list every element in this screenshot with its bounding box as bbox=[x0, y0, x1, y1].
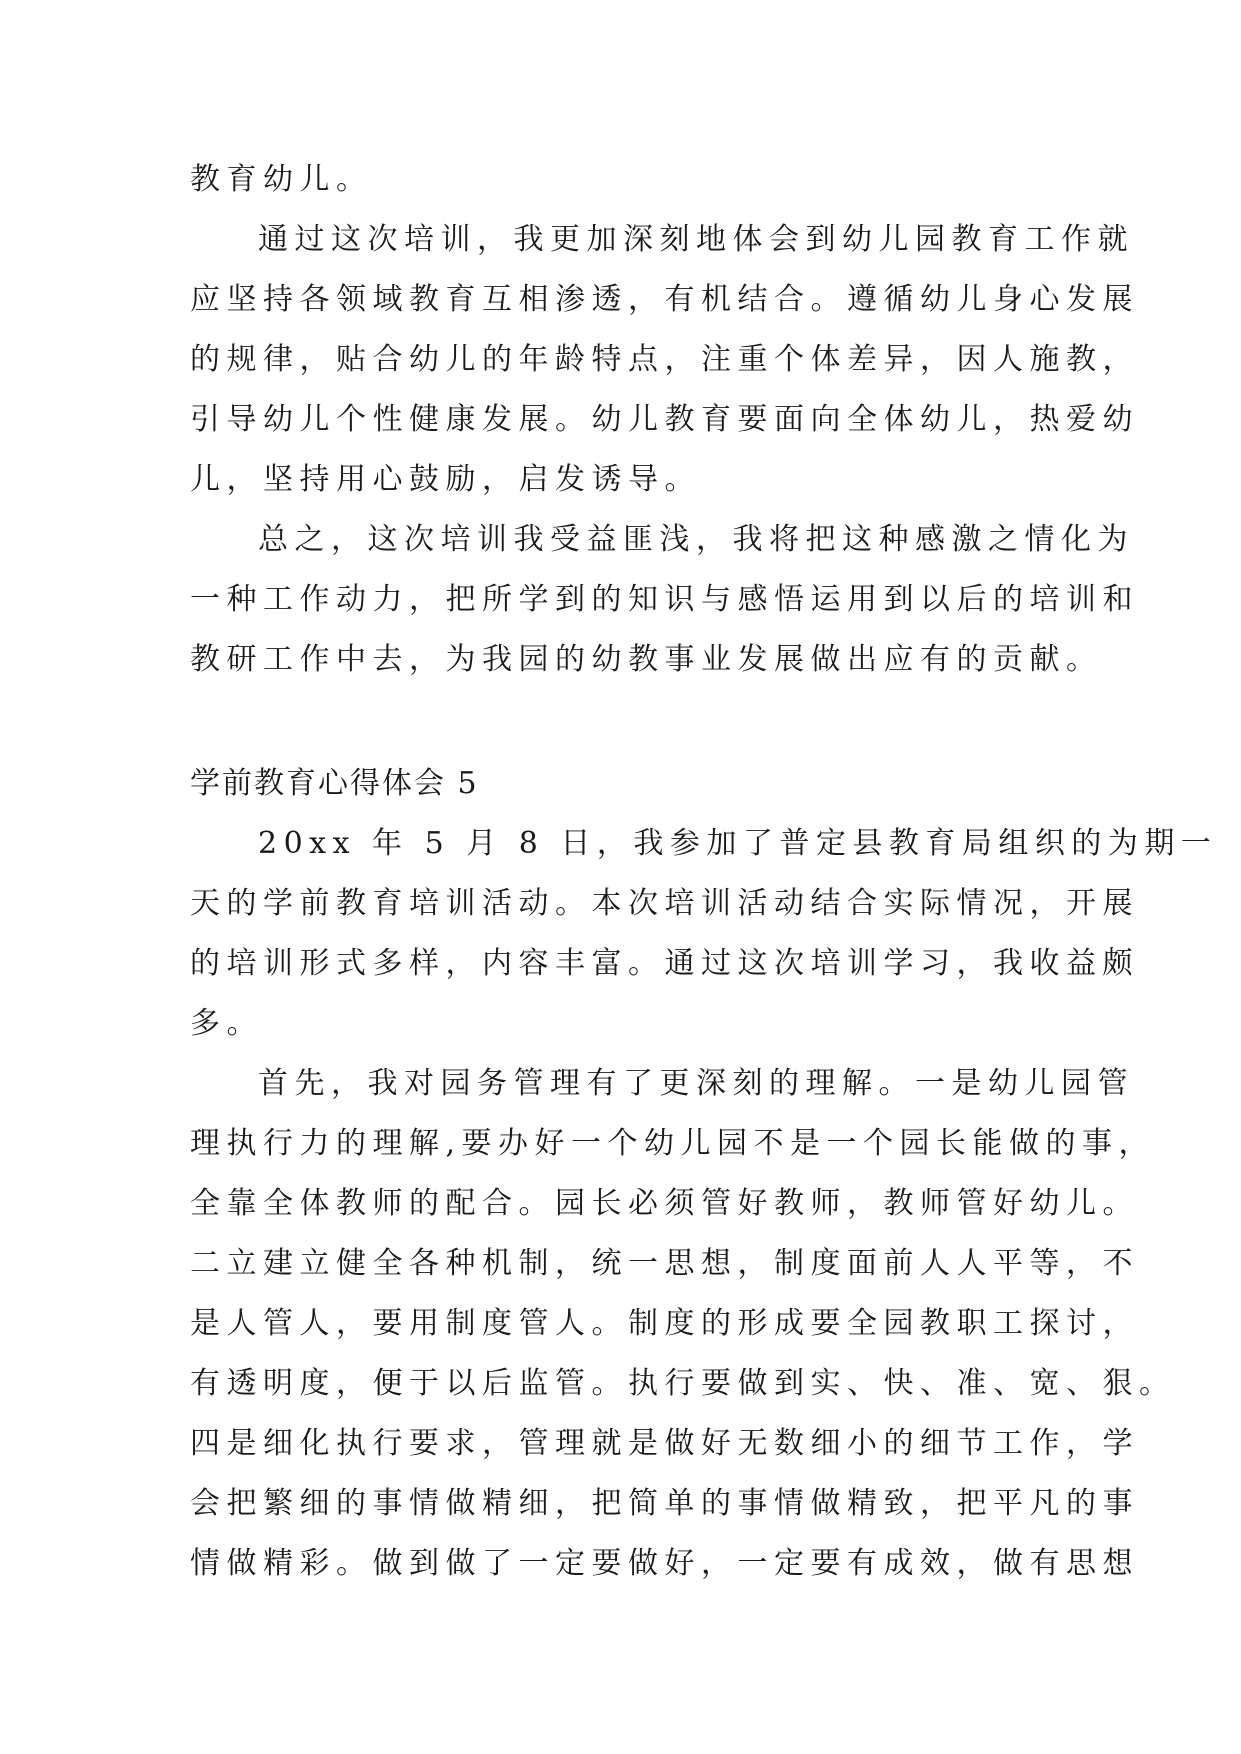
text-line: 四是细化执行要求，管理就是做好无数细小的细节工作，学 bbox=[190, 1426, 1139, 1461]
text-line: 教研工作中去，为我园的幼教事业发展做出应有的贡献。 bbox=[190, 642, 1103, 677]
text-line: 有透明度，便于以后监管。执行要做到实、快、准、宽、狠。 bbox=[190, 1366, 1176, 1401]
paragraph-conclusion bbox=[190, 510, 1139, 690]
text-line: 一种工作动力，把所学到的知识与感悟运用到以后的培训和 bbox=[190, 582, 1139, 617]
text-line: 情做精彩。做到做了一定要做好，一定要有成效，做有思想 bbox=[190, 1546, 1139, 1581]
text-line: 是人管人，要用制度管人。制度的形成要全园教职工探讨， bbox=[190, 1306, 1139, 1341]
text-line: 通过这次培训，我更加深刻地体会到幼儿园教育工作就 bbox=[258, 222, 1134, 257]
heading-text: 学前教育心得体会 5 bbox=[190, 766, 479, 801]
text-line: 会把繁细的事情做精细，把简单的事情做精致，把平凡的事 bbox=[190, 1486, 1139, 1521]
text-line: 理执行力的理解,要办好一个幼儿园不是一个园长能做的事， bbox=[190, 1126, 1156, 1161]
paragraph-continuation bbox=[190, 150, 1090, 210]
section-spacer bbox=[190, 690, 1090, 754]
text-line: 应坚持各领域教育互相渗透，有机结合。遵循幼儿身心发展 bbox=[190, 282, 1139, 317]
text-line: 全靠全体教师的配合。园长必须管好教师，教师管好幼儿。 bbox=[190, 1186, 1139, 1221]
paragraph-intro bbox=[190, 814, 1218, 1054]
text-line: 20xx 年 5 月 8 日，我参加了普定县教育局组织的为期一 bbox=[258, 826, 1218, 861]
text-line: 天的学前教育培训活动。本次培训活动结合实际情况，开展 bbox=[190, 886, 1139, 921]
text-line: 总之，这次培训我受益匪浅，我将把这种感激之情化为 bbox=[258, 522, 1134, 557]
text-line: 教育幼儿。 bbox=[190, 162, 373, 197]
text-line: 二立建立健全各种机制，统一思想，制度面前人人平等，不 bbox=[190, 1246, 1139, 1281]
section-heading bbox=[190, 754, 1090, 814]
text-line: 的培训形式多样，内容丰富。通过这次培训学习，我收益颇 bbox=[190, 946, 1139, 981]
text-line: 引导幼儿个性健康发展。幼儿教育要面向全体幼儿，热爱幼 bbox=[190, 402, 1139, 437]
paragraph-management bbox=[190, 1054, 1176, 1594]
text-line: 儿，坚持用心鼓励，启发诱导。 bbox=[190, 462, 701, 497]
text-line: 的规律，贴合幼儿的年龄特点，注重个体差异，因人施教， bbox=[190, 342, 1139, 377]
document-page bbox=[190, 150, 1218, 1594]
paragraph-training-insight bbox=[190, 210, 1139, 510]
text-line: 多。 bbox=[190, 1006, 263, 1041]
text-line: 首先，我对园务管理有了更深刻的理解。一是幼儿园管 bbox=[258, 1066, 1134, 1101]
